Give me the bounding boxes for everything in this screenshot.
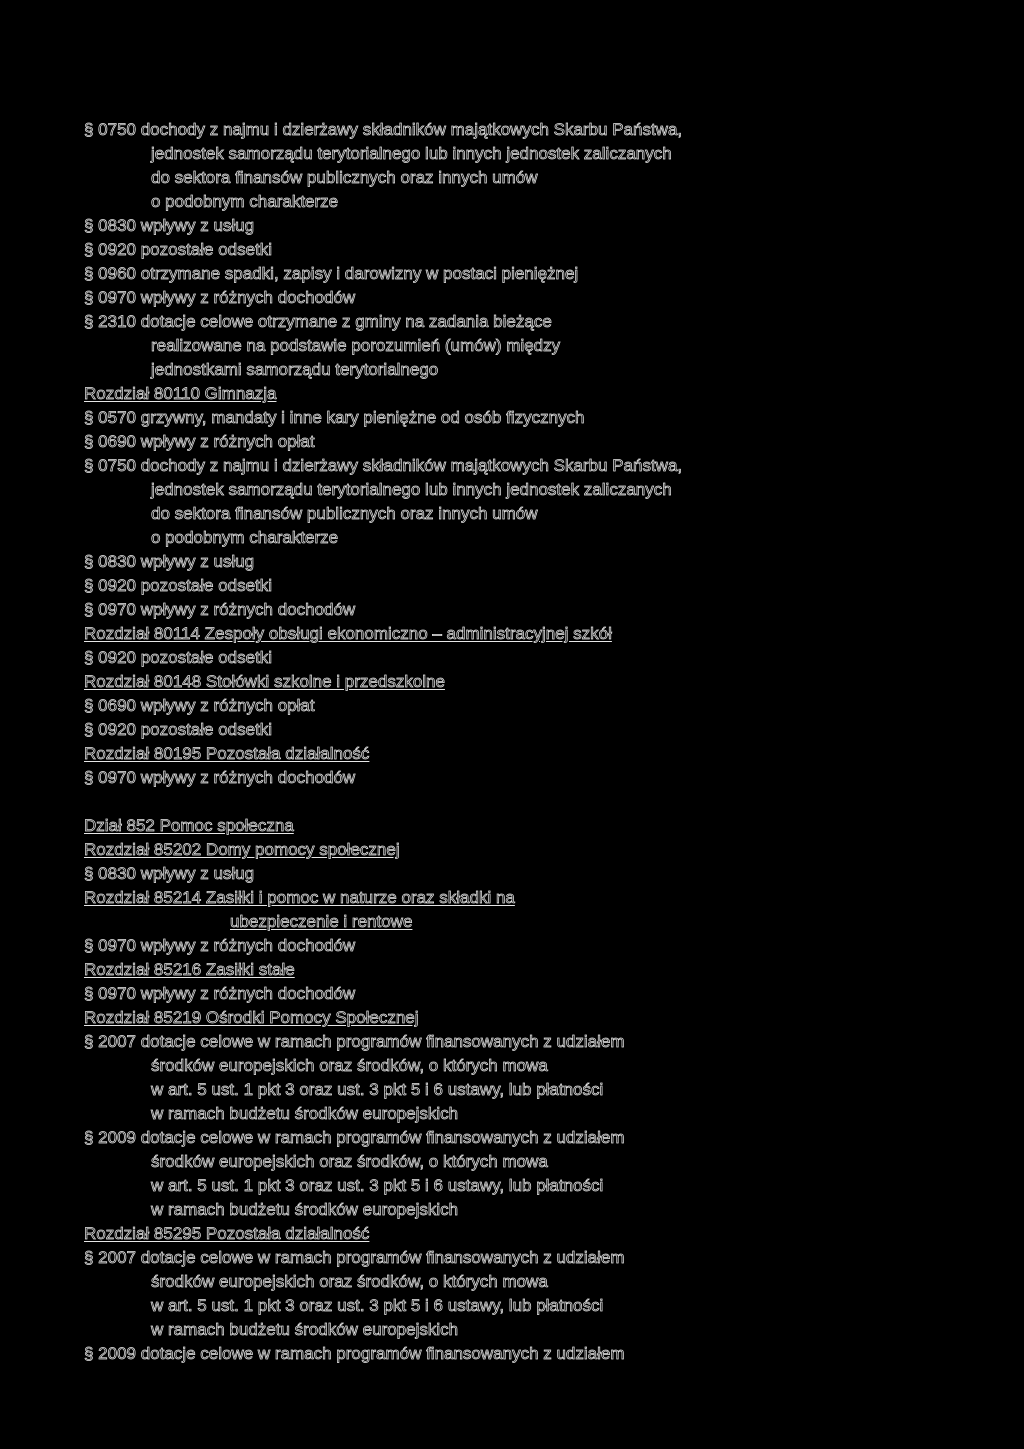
line-text: § 0970 wpływy z różnych dochodów	[84, 936, 356, 955]
line-text: w ramach budżetu środków europejskich	[151, 1104, 459, 1123]
line-text: Rozdział 85202 Domy pomocy społecznej	[84, 840, 400, 859]
line-text: środków europejskich oraz środków, o których mowa	[151, 1152, 548, 1171]
line-text: środków europejskich oraz środków, o których mowa	[151, 1272, 548, 1291]
line-text: ubezpieczenie i rentowe	[230, 912, 413, 931]
line-text: § 2009 dotacje celowe w ramach programów finansowanych z udziałem	[84, 1344, 625, 1363]
line-text: jednostek samorządu terytorialnego lub innych jednostek zaliczanych	[151, 480, 672, 499]
line-text: środków europejskich oraz środków, o których mowa	[151, 1056, 548, 1075]
line-text: § 0920 pozostałe odsetki	[84, 240, 273, 259]
line-text: Rozdział 80110 Gimnazja	[84, 384, 277, 403]
line-text: § 0690 wpływy z różnych opłat	[84, 696, 315, 715]
line-text: § 2007 dotacje celowe w ramach programów finansowanych z udziałem	[84, 1032, 625, 1051]
line-text: § 0830 wpływy z usług	[84, 552, 255, 571]
line-text: o podobnym charakterze	[151, 528, 339, 547]
line-text: Rozdział 85295 Pozostała działalność	[84, 1224, 370, 1243]
line-text: do sektora finansów publicznych oraz innych umów	[151, 168, 538, 187]
line-text: w ramach budżetu środków europejskich	[151, 1200, 459, 1219]
line-text: § 0920 pozostałe odsetki	[84, 720, 273, 739]
line-text: w art. 5 ust. 1 pkt 3 oraz ust. 3 pkt 5 i 6 ustawy, lub płatności	[151, 1176, 604, 1195]
line-text: § 0830 wpływy z usług	[84, 864, 255, 883]
line-text: jednostkami samorządu terytorialnego	[151, 360, 439, 379]
line-text: § 0970 wpływy z różnych dochodów	[84, 288, 356, 307]
line-text: § 0750 dochody z najmu i dzierżawy składników majątkowych Skarbu Państwa,	[84, 456, 683, 475]
line-text: Rozdział 85214 Zasiłki i pomoc w naturze oraz składki na	[84, 888, 515, 907]
line-text: § 0920 pozostałe odsetki	[84, 576, 273, 595]
line-text: § 0970 wpływy z różnych dochodów	[84, 600, 356, 619]
line-text: w ramach budżetu środków europejskich	[151, 1320, 459, 1339]
line-text: § 2009 dotacje celowe w ramach programów finansowanych z udziałem	[84, 1128, 625, 1147]
line-text: realizowane na podstawie porozumień (umów) między	[151, 336, 561, 355]
line-text: Rozdział 85216 Zasiłki stałe	[84, 960, 295, 979]
line-text: § 0570 grzywny, mandaty i inne kary pieniężne od osób fizycznych	[84, 408, 585, 427]
line-text: Rozdział 80195 Pozostała działalność	[84, 744, 370, 763]
line-text: § 0970 wpływy z różnych dochodów	[84, 768, 356, 787]
line-text: § 0690 wpływy z różnych opłat	[84, 432, 315, 451]
line-text: § 0830 wpływy z usług	[84, 216, 255, 235]
line-text: § 0920 pozostałe odsetki	[84, 648, 273, 667]
line-text: § 2007 dotacje celowe w ramach programów finansowanych z udziałem	[84, 1248, 625, 1267]
line-text: w art. 5 ust. 1 pkt 3 oraz ust. 3 pkt 5 i 6 ustawy, lub płatności	[151, 1080, 604, 1099]
line-text: o podobnym charakterze	[151, 192, 339, 211]
line-text: Rozdział 80148 Stołówki szkolne i przedszkolne	[84, 672, 445, 691]
line-text: § 0750 dochody z najmu i dzierżawy składników majątkowych Skarbu Państwa,	[84, 120, 683, 139]
line-text: Dział 852 Pomoc społeczna	[84, 816, 294, 835]
line-text: § 0960 otrzymane spadki, zapisy i darowizny w postaci pieniężnej	[84, 264, 579, 283]
line-text: do sektora finansów publicznych oraz innych umów	[151, 504, 538, 523]
line-text: § 0970 wpływy z różnych dochodów	[84, 984, 356, 1003]
line-text: jednostek samorządu terytorialnego lub innych jednostek zaliczanych	[151, 144, 672, 163]
line-text: Rozdział 85219 Ośrodki Pomocy Społecznej	[84, 1008, 419, 1027]
line-text: w art. 5 ust. 1 pkt 3 oraz ust. 3 pkt 5 i 6 ustawy, lub płatności	[151, 1296, 604, 1315]
line-text: Rozdział 80114 Zespoły obsługi ekonomiczno – administracyjnej szkół	[84, 624, 612, 643]
line-text: § 2310 dotacje celowe otrzymane z gminy na zadania bieżące	[84, 312, 552, 331]
